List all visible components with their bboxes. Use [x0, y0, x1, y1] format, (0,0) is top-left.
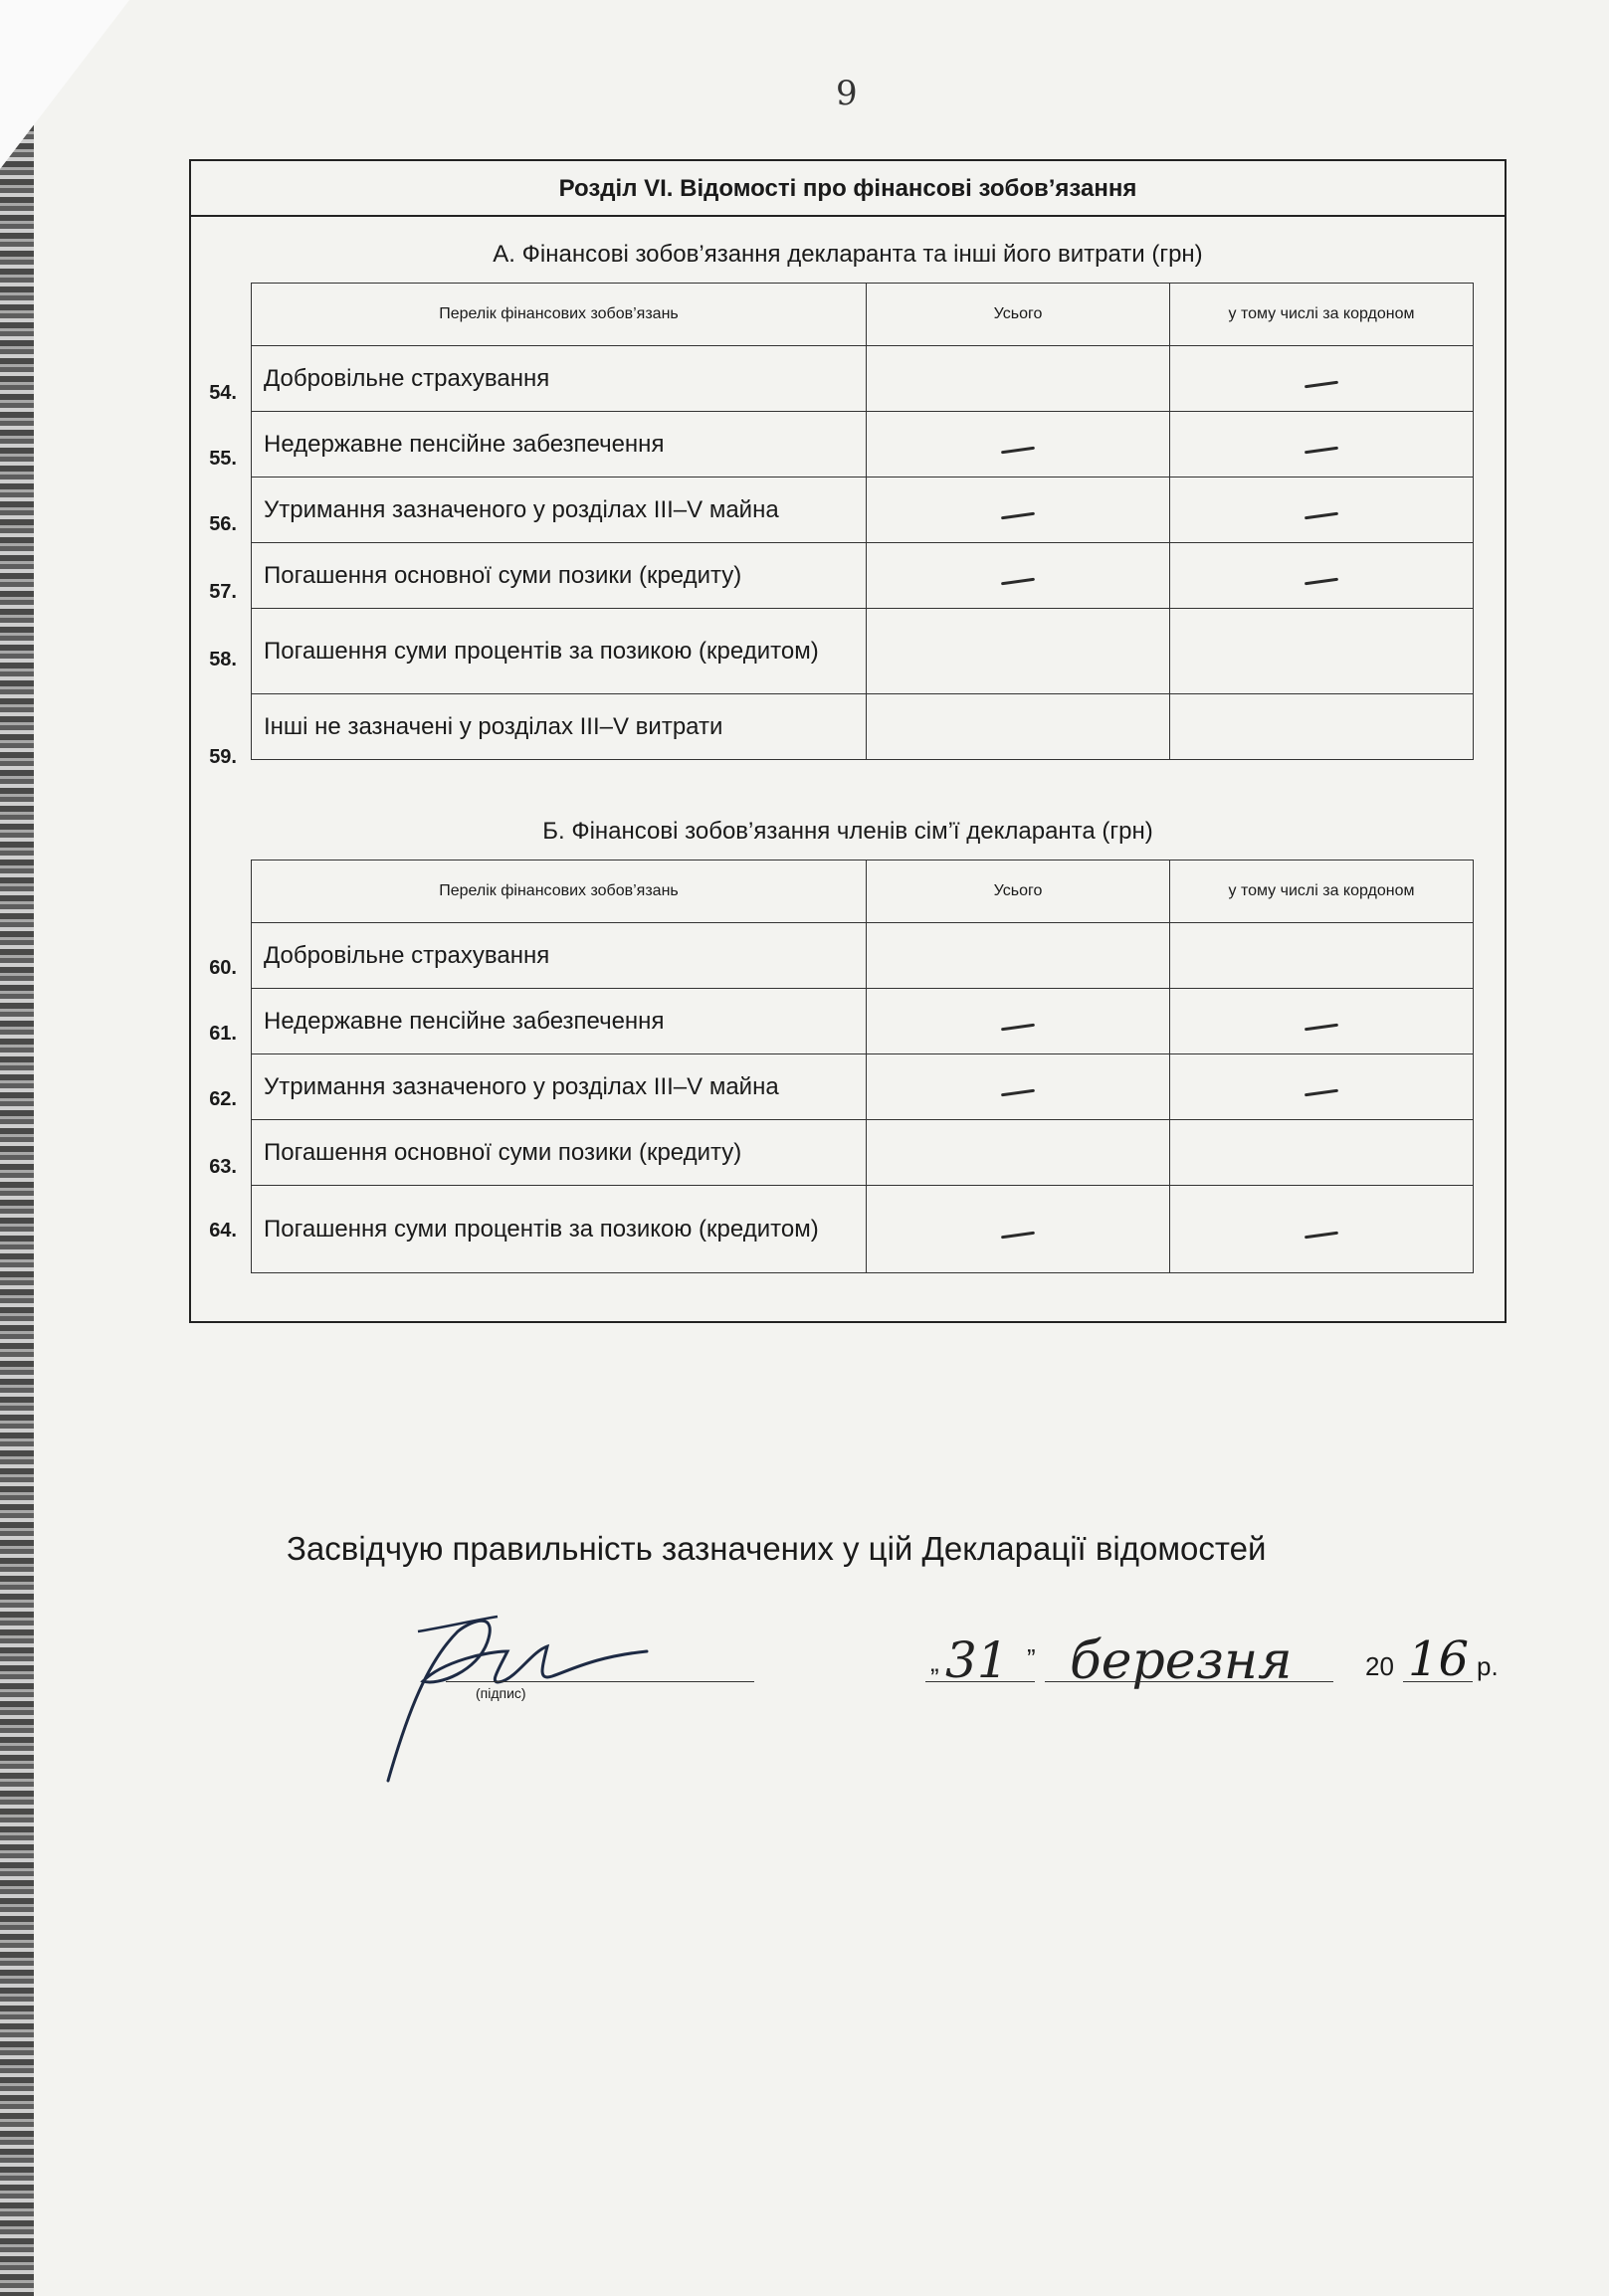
binding-edge — [0, 0, 34, 2296]
page-number: 9 — [836, 74, 858, 113]
dash-mark — [1305, 1088, 1338, 1096]
row-abroad — [1170, 543, 1474, 609]
header-total: Усього — [867, 284, 1170, 346]
table-row — [252, 478, 1474, 543]
quote-open: „ — [930, 1647, 939, 1677]
table-row — [252, 1120, 1474, 1186]
day-line — [925, 1681, 1035, 1682]
row-total — [867, 478, 1170, 543]
row-label: Погашення основної суми позики (кредиту) — [252, 1120, 867, 1186]
table-row — [252, 346, 1474, 412]
row-abroad — [1170, 1054, 1474, 1120]
month-line — [1045, 1681, 1333, 1682]
row-total — [867, 923, 1170, 989]
dash-mark — [1305, 577, 1338, 585]
row-abroad — [1170, 609, 1474, 694]
header-total: Усього — [867, 861, 1170, 923]
row-total — [867, 989, 1170, 1054]
row-number: 56. — [209, 513, 237, 535]
table-row — [252, 543, 1474, 609]
row-number: 58. — [209, 649, 237, 670]
part-a-header-row — [252, 284, 1474, 346]
row-label: Інші не зазначені у розділах III–V витрати — [252, 694, 867, 760]
row-number: 54. — [209, 382, 237, 404]
row-label: Утримання зазначеного у розділах III–V майна — [252, 478, 867, 543]
header-list: Перелік фінансових зобов’язань — [252, 861, 867, 923]
row-abroad — [1170, 694, 1474, 760]
dash-mark — [1305, 1023, 1338, 1031]
row-abroad — [1170, 412, 1474, 478]
row-abroad — [1170, 989, 1474, 1054]
row-number: 59. — [209, 746, 237, 768]
dash-mark — [1305, 380, 1338, 388]
date-month: березня — [1070, 1631, 1293, 1691]
table-row — [252, 412, 1474, 478]
row-abroad — [1170, 346, 1474, 412]
signature-line — [446, 1681, 754, 1682]
row-abroad — [1170, 923, 1474, 989]
signature-caption: (підпис) — [476, 1685, 526, 1701]
dash-mark — [1001, 577, 1035, 585]
date-day: 31 — [945, 1631, 1009, 1689]
row-number: 62. — [209, 1088, 237, 1110]
row-label: Погашення суми процентів за позикою (кредитом) — [252, 609, 867, 694]
table-row — [252, 609, 1474, 694]
dash-mark — [1001, 446, 1035, 454]
table-row — [252, 989, 1474, 1054]
row-number: 63. — [209, 1156, 237, 1178]
row-label: Погашення суми процентів за позикою (кредитом) — [252, 1186, 867, 1273]
row-abroad — [1170, 1186, 1474, 1273]
table-row — [252, 694, 1474, 760]
header-abroad: у тому числі за кордоном — [1170, 861, 1474, 923]
row-label: Добровільне страхування — [252, 346, 867, 412]
dash-mark — [1001, 1088, 1035, 1096]
year-suffix: 16 — [1408, 1631, 1470, 1687]
part-a-table — [251, 283, 1474, 760]
row-label: Утримання зазначеного у розділах III–V майна — [252, 1054, 867, 1120]
row-total — [867, 1186, 1170, 1273]
row-total — [867, 609, 1170, 694]
year-prefix: 20 — [1365, 1651, 1394, 1681]
table-row — [252, 923, 1474, 989]
row-total — [867, 1054, 1170, 1120]
row-label: Погашення основної суми позики (кредиту) — [252, 543, 867, 609]
part-b-title: Б. Фінансові зобов’язання членів сім’ї декларанта (грн) — [542, 818, 1153, 845]
table-row — [252, 1186, 1474, 1273]
quote-close: ” — [1027, 1643, 1036, 1673]
dash-mark — [1305, 511, 1338, 519]
row-label: Недержавне пенсійне забезпечення — [252, 989, 867, 1054]
dash-mark — [1001, 511, 1035, 519]
section-title: Розділ VI. Відомості про фінансові зобов’язання — [191, 161, 1505, 217]
dash-mark — [1001, 1023, 1035, 1031]
row-total — [867, 694, 1170, 760]
row-number: 57. — [209, 581, 237, 603]
part-a-title: А. Фінансові зобов’язання декларанта та інші його витрати (грн) — [493, 241, 1203, 268]
row-abroad — [1170, 1120, 1474, 1186]
part-b-table — [251, 860, 1474, 1273]
header-list: Перелік фінансових зобов’язань — [252, 284, 867, 346]
year-unit: р. — [1477, 1651, 1499, 1681]
certification-text: Засвідчую правильність зазначених у цій Декларації відомостей — [287, 1530, 1267, 1567]
row-number: 55. — [209, 448, 237, 470]
dash-mark — [1305, 446, 1338, 454]
row-number: 64. — [209, 1220, 237, 1242]
section-frame — [189, 159, 1507, 1323]
row-number: 60. — [209, 957, 237, 979]
row-total — [867, 1120, 1170, 1186]
row-label: Добровільне страхування — [252, 923, 867, 989]
year-line — [1403, 1681, 1473, 1682]
row-number: 61. — [209, 1023, 237, 1045]
row-total — [867, 412, 1170, 478]
row-abroad — [1170, 478, 1474, 543]
table-row — [252, 1054, 1474, 1120]
part-b-header-row — [252, 861, 1474, 923]
row-label: Недержавне пенсійне забезпечення — [252, 412, 867, 478]
dash-mark — [1305, 1231, 1338, 1239]
row-total — [867, 543, 1170, 609]
dash-mark — [1001, 1231, 1035, 1239]
header-abroad: у тому числі за кордоном — [1170, 284, 1474, 346]
row-total — [867, 346, 1170, 412]
folded-corner — [0, 0, 129, 169]
